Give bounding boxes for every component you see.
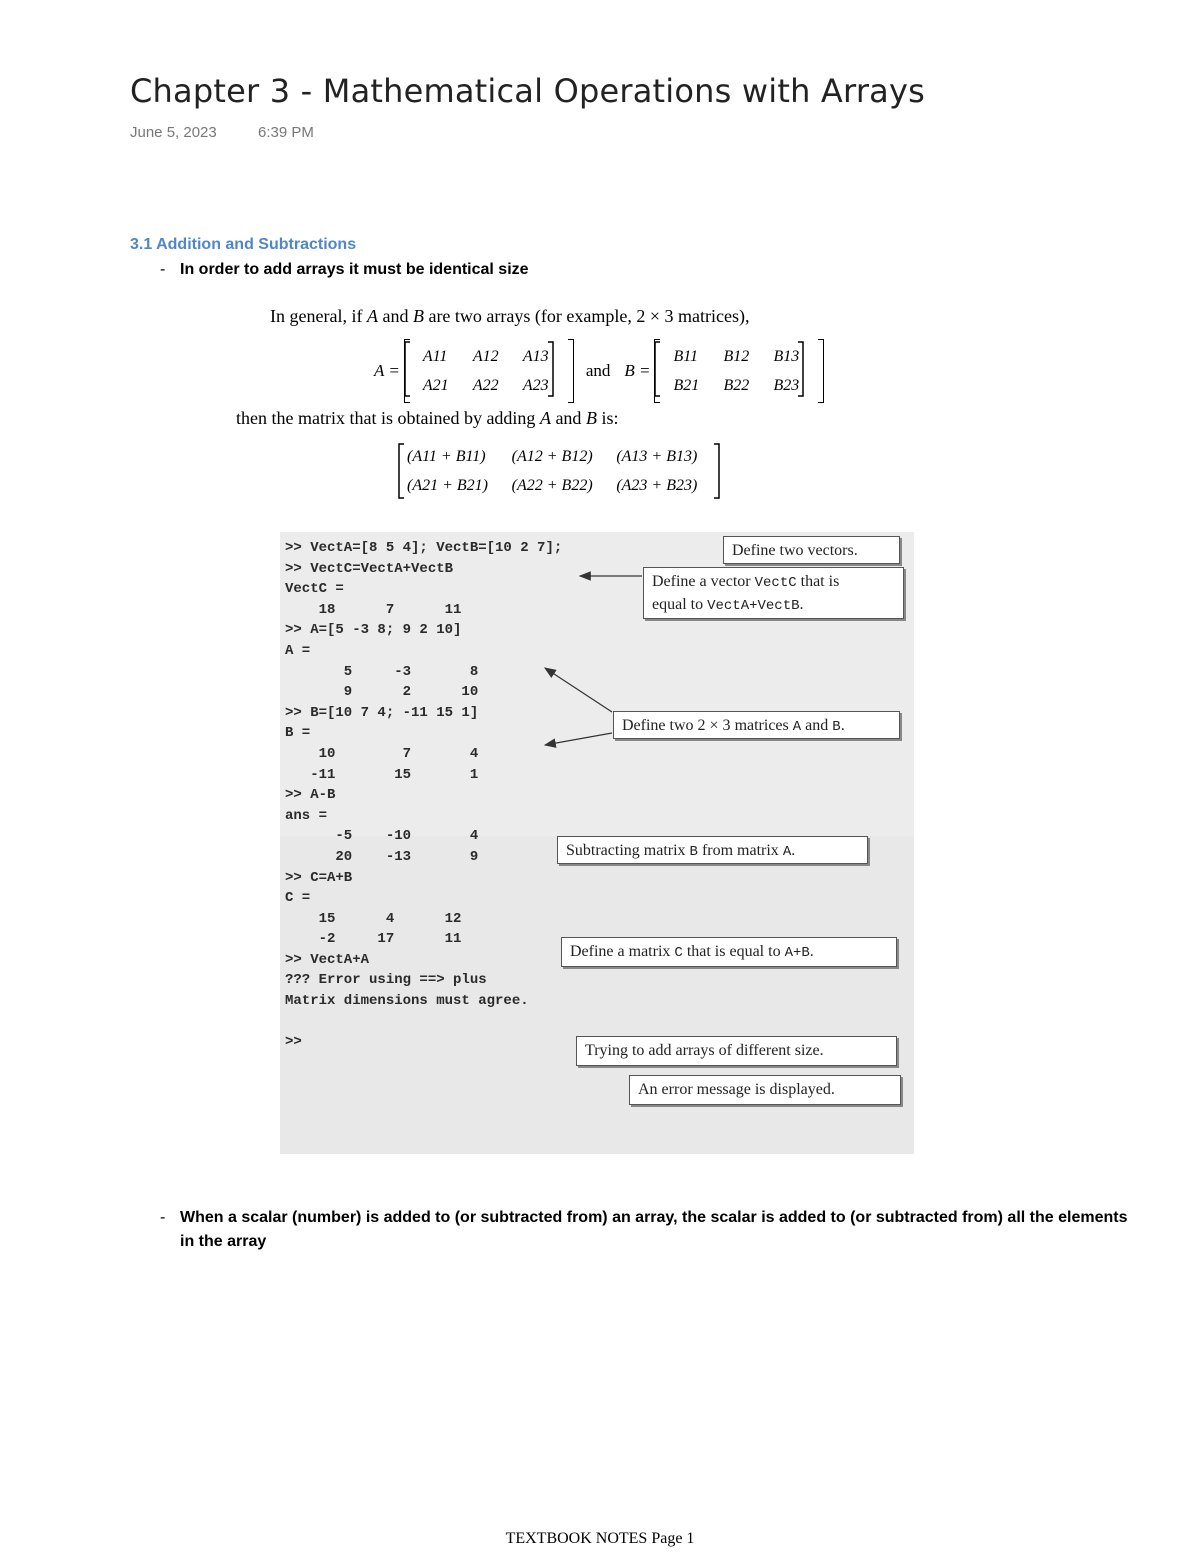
matrix-cell: B11: [673, 347, 699, 365]
code-line: >> A-B: [285, 787, 336, 804]
section-heading: 3.1 Addition and Subtractions: [130, 236, 357, 253]
matrix-cell: B23: [773, 376, 800, 394]
text-run: .: [799, 596, 804, 613]
text-run: and: [550, 408, 586, 428]
matrix-cell: (A13 + B13): [616, 447, 698, 465]
code-line: A =: [285, 642, 311, 659]
and-word: and: [585, 361, 611, 380]
callout-define-vectc: [643, 567, 904, 619]
text-run: Subtracting matrix: [566, 842, 690, 859]
code-term: VectC: [754, 575, 797, 591]
text-run: is:: [596, 408, 619, 428]
code-term: C: [674, 945, 683, 961]
page-title: Chapter 3 - Mathematical Operations with Arrays: [130, 72, 925, 110]
code-line: 18 7 11: [285, 601, 462, 618]
text-run: are two arrays (for example,: [423, 306, 637, 326]
code-line: 5 -3 8: [285, 663, 479, 680]
bullet-item: [160, 258, 1060, 282]
code-line: ans =: [285, 807, 328, 824]
code-term: B: [689, 844, 698, 860]
code-line: >> A=[5 -3 8; 9 2 10]: [285, 622, 462, 639]
code-line: ??? Error using ==> plus: [285, 972, 487, 989]
dims: 2 × 3: [636, 306, 674, 326]
matrix-cell: B22: [723, 376, 750, 394]
code-term: B: [832, 719, 841, 735]
bullet-dash: -: [160, 1209, 166, 1226]
code-term: VectA+VectB: [707, 598, 800, 614]
code-line: >> VectC=VectA+VectB: [285, 560, 454, 577]
page-time: 6:39 PM: [258, 124, 314, 141]
matrix-cell: A21: [422, 376, 449, 394]
code-line: [285, 1012, 562, 1033]
matrix-cell: (A22 + B22): [511, 476, 593, 494]
text-run: from matrix: [697, 842, 783, 859]
page-date: June 5, 2023: [130, 124, 217, 141]
text-run: then the matrix that is obtained by adding: [236, 408, 540, 428]
matrix-cell: A23: [522, 376, 549, 394]
text-run: .: [809, 943, 814, 960]
code-line: >> VectA+A: [285, 951, 370, 968]
matrix-definition-row: [370, 340, 824, 402]
var-b: B: [585, 408, 597, 428]
code-line: C =: [285, 890, 311, 907]
matrix-cell: A22: [472, 376, 499, 394]
code-line: VectC =: [285, 581, 344, 598]
text-run: Define a vector: [652, 573, 755, 590]
textbook-intro-line: [270, 306, 749, 327]
code-line: -11 15 1: [285, 766, 479, 783]
code-line: 15 4 12: [285, 910, 462, 927]
text-run: Define a matrix: [570, 943, 675, 960]
matrix-cell: A13: [522, 347, 549, 365]
code-line: Matrix dimensions must agree.: [285, 993, 529, 1010]
code-line: >> B=[10 7 4; -11 15 1]: [285, 704, 479, 721]
text-run: and: [801, 717, 833, 734]
bracket-icon: [654, 340, 804, 398]
sum-matrix: [398, 442, 720, 500]
text-run: .: [791, 842, 796, 859]
callout-define-vectors: Define two vectors.: [723, 536, 900, 564]
code-line: B =: [285, 725, 311, 742]
code-line: -5 -10 4: [285, 828, 479, 845]
bullet-item: [160, 1206, 1130, 1254]
var-b: B: [412, 306, 424, 326]
code-line: -2 17 11: [285, 931, 462, 948]
text-run: matrices),: [673, 306, 750, 326]
bullet-text: In order to add arrays it must be identical size: [180, 261, 529, 278]
callout-different-size: Trying to add arrays of different size.: [576, 1036, 897, 1066]
callout-error-message: An error message is displayed.: [629, 1075, 901, 1105]
matrix-cell: (A11 + B11): [407, 447, 486, 465]
text-run: that is equal to: [682, 943, 785, 960]
matrix-cell: B21: [673, 376, 700, 394]
matlab-code: [285, 538, 562, 1053]
page-footer: TEXTBOOK NOTES Page 1: [505, 1530, 695, 1547]
bracket-icon: [404, 340, 554, 398]
matrix-a: [404, 340, 574, 402]
text-run: .: [840, 717, 845, 734]
callout-define-c: [561, 937, 897, 967]
matrix-cell: (A21 + B21): [407, 476, 488, 494]
code-line: >> C=A+B: [285, 869, 353, 886]
bullet-text: When a scalar (number) is added to (or subtracted from) an array, the scalar is added to (or subtracted from) all the elements in the array: [180, 1209, 1128, 1250]
var-a: A: [539, 408, 551, 428]
bullet-dash: -: [160, 261, 166, 278]
callout-subtracting: [557, 836, 868, 864]
sum-matrix-table: [402, 442, 716, 500]
var-a: A: [366, 306, 378, 326]
code-line: 10 7 4: [285, 745, 479, 762]
code-line: >>: [285, 1034, 302, 1051]
code-term: A: [782, 844, 792, 860]
matrix-cell: A12: [472, 347, 499, 365]
text-run: Define two: [622, 717, 698, 734]
code-line: >> VectA=[8 5 4]; VectB=[10 2 7];: [285, 540, 563, 556]
text-run: equal to: [652, 596, 708, 613]
code-term: A: [792, 719, 802, 735]
text-run: that is: [796, 573, 840, 590]
matrix-cell: (A23 + B23): [616, 476, 698, 494]
text-run: matrices: [730, 717, 793, 734]
matrix-b-label: B =: [624, 361, 651, 380]
matrix-b: [654, 340, 824, 402]
textbook-result-line: [236, 408, 618, 429]
dims: 2 × 3: [697, 717, 731, 734]
matrix-cell: A11: [422, 347, 448, 365]
callout-define-matrices: [613, 711, 900, 739]
text-run: In general, if: [270, 306, 367, 326]
matrix-cell: (A12 + B12): [511, 447, 593, 465]
matrix-cell: B13: [773, 347, 800, 365]
text-run: and: [377, 306, 413, 326]
code-term: A+B: [784, 945, 810, 961]
code-line: 9 2 10: [285, 684, 479, 701]
matrix-a-label: A =: [374, 361, 400, 380]
matrix-cell: B12: [723, 347, 750, 365]
code-line: 20 -13 9: [285, 848, 479, 865]
